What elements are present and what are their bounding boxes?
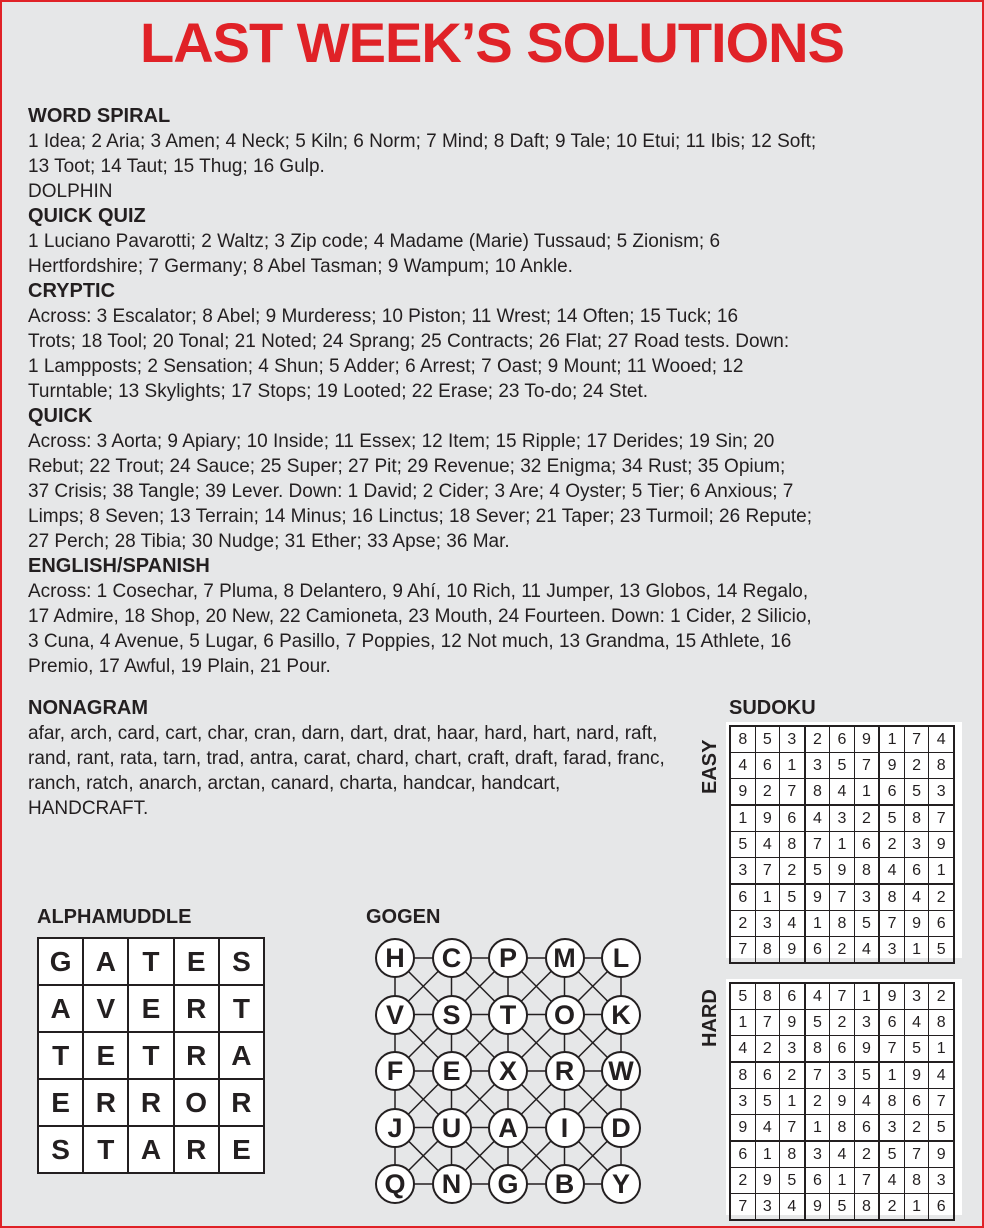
gogen-letter: I	[545, 1108, 585, 1148]
section-heading: QUICK QUIZ	[28, 205, 146, 227]
alphamuddle-cell: S	[38, 1126, 83, 1173]
sudoku-cell: 7	[830, 983, 855, 1010]
sudoku-cell: 7	[755, 1010, 780, 1036]
gogen-letter: T	[488, 995, 528, 1035]
alphamuddle-cell: T	[219, 985, 264, 1032]
sudoku-cell: 8	[830, 911, 855, 937]
sudoku-cell: 7	[755, 858, 780, 885]
sudoku-cell: 5	[805, 858, 830, 885]
sudoku-cell: 2	[830, 1010, 855, 1036]
gogen-letter: L	[601, 938, 641, 978]
sudoku-cell: 5	[879, 1141, 904, 1168]
sudoku-cell: 3	[830, 1062, 855, 1089]
gogen-letter: N	[432, 1164, 472, 1204]
sudoku-cell: 7	[904, 1141, 929, 1168]
alphamuddle-cell: S	[219, 938, 264, 985]
sudoku-cell: 6	[780, 983, 805, 1010]
sudoku-cell: 8	[730, 726, 755, 753]
sudoku-cell: 6	[854, 1115, 879, 1142]
sudoku-cell: 4	[854, 937, 879, 964]
sudoku-cell: 2	[730, 911, 755, 937]
sudoku-cell: 2	[879, 832, 904, 858]
alphamuddle-cell: E	[83, 1032, 128, 1079]
sudoku-cell: 9	[805, 1194, 830, 1221]
sudoku-cell: 4	[830, 779, 855, 806]
page-title: LAST WEEK’S SOLUTIONS	[140, 11, 844, 74]
gogen-letter: U	[432, 1108, 472, 1148]
sudoku-cell: 2	[830, 937, 855, 964]
sudoku-cell: 9	[755, 805, 780, 832]
sudoku-cell: 8	[879, 1089, 904, 1115]
sudoku-cell: 6	[879, 1010, 904, 1036]
sudoku-cell: 9	[830, 1089, 855, 1115]
sudoku-cell: 1	[805, 1115, 830, 1142]
sudoku-cell: 5	[830, 1194, 855, 1221]
sudoku-cell: 7	[929, 805, 954, 832]
gogen-grid	[370, 933, 640, 1223]
sudoku-cell: 7	[780, 1115, 805, 1142]
sudoku-cell: 5	[780, 884, 805, 911]
sudoku-cell: 1	[904, 937, 929, 964]
alphamuddle-cell: R	[174, 1032, 219, 1079]
sudoku-heading: SUDOKU	[729, 697, 816, 719]
nonagram-text: afar, arch, card, cart, char, cran, darn, dart, drat, haar, hard, hart, nard, raft, rand, rant, rata, tarn, trad, antra, carat, chard, chart, craft, draft, farad, franc, ranch, ratch, anarch, arctan, canard, charta, handcar, handcart, HANDCRAFT.	[28, 723, 665, 819]
sudoku-cell: 5	[854, 1062, 879, 1089]
sudoku-cell: 8	[929, 1010, 954, 1036]
alphamuddle-cell: E	[219, 1126, 264, 1173]
sudoku-cell: 6	[904, 858, 929, 885]
sudoku-cell: 9	[929, 832, 954, 858]
sudoku-cell: 4	[805, 805, 830, 832]
sudoku-cell: 7	[854, 753, 879, 779]
sudoku-cell: 9	[780, 1010, 805, 1036]
sudoku-cell: 2	[929, 884, 954, 911]
sudoku-cell: 1	[854, 983, 879, 1010]
sudoku-cell: 3	[929, 779, 954, 806]
sudoku-cell: 8	[929, 753, 954, 779]
alphamuddle-cell: E	[128, 985, 173, 1032]
sudoku-cell: 6	[854, 832, 879, 858]
sudoku-cell: 5	[904, 779, 929, 806]
sudoku-cell: 5	[879, 805, 904, 832]
sudoku-cell: 6	[904, 1089, 929, 1115]
sudoku-cell: 4	[854, 1089, 879, 1115]
alphamuddle-cell: A	[83, 938, 128, 985]
section-text: 1 Idea; 2 Aria; 3 Amen; 4 Neck; 5 Kiln; 6 Norm; 7 Mind; 8 Daft; 9 Tale; 10 Etui; 11 Ibis; 12 Soft; 13 Toot; 14 Taut; 15 Thug; 16 Gulp. DOLPHIN	[28, 131, 817, 202]
sudoku-cell: 4	[730, 1036, 755, 1063]
sudoku-cell: 2	[929, 983, 954, 1010]
sudoku-cell: 4	[780, 911, 805, 937]
sudoku-cell: 3	[780, 726, 805, 753]
alphamuddle-cell: T	[128, 938, 173, 985]
sudoku-cell: 5	[805, 1010, 830, 1036]
sudoku-cell: 5	[830, 753, 855, 779]
sudoku-cell: 2	[879, 1194, 904, 1221]
nonagram-heading: NONAGRAM	[28, 697, 148, 719]
alphamuddle-cell: R	[219, 1079, 264, 1126]
sudoku-hard-label: HARD	[699, 989, 721, 1047]
sudoku-cell: 1	[730, 805, 755, 832]
sudoku-cell: 1	[755, 884, 780, 911]
alphamuddle-cell: O	[174, 1079, 219, 1126]
sudoku-cell: 9	[929, 1141, 954, 1168]
alphamuddle-cell: E	[174, 938, 219, 985]
sudoku-cell: 8	[805, 1036, 830, 1063]
gogen-letter: Q	[375, 1164, 415, 1204]
sudoku-cell: 3	[730, 1089, 755, 1115]
sudoku-cell: 3	[879, 1115, 904, 1142]
sudoku-cell: 2	[854, 805, 879, 832]
alphamuddle-cell: A	[128, 1126, 173, 1173]
sudoku-cell: 8	[830, 1115, 855, 1142]
gogen-letter: F	[375, 1051, 415, 1091]
sudoku-cell: 2	[904, 753, 929, 779]
section-heading: ENGLISH/SPANISH	[28, 555, 210, 577]
gogen-letter: C	[432, 938, 472, 978]
sudoku-cell: 6	[929, 1194, 954, 1221]
sudoku-cell: 1	[755, 1141, 780, 1168]
sudoku-cell: 5	[854, 911, 879, 937]
sudoku-cell: 7	[879, 1036, 904, 1063]
sudoku-cell: 1	[805, 911, 830, 937]
sudoku-cell: 3	[755, 911, 780, 937]
sudoku-cell: 9	[904, 911, 929, 937]
sudoku-cell: 7	[780, 779, 805, 806]
sudoku-cell: 1	[854, 779, 879, 806]
sudoku-cell: 9	[755, 1168, 780, 1194]
sudoku-cell: 8	[780, 832, 805, 858]
sudoku-cell: 9	[854, 1036, 879, 1063]
alphamuddle-cell: V	[83, 985, 128, 1032]
sudoku-cell: 3	[755, 1194, 780, 1221]
gogen-letter: S	[432, 995, 472, 1035]
gogen-heading: GOGEN	[366, 906, 441, 928]
gogen-letter: J	[375, 1108, 415, 1148]
sudoku-cell: 9	[879, 983, 904, 1010]
sudoku-cell: 2	[805, 1089, 830, 1115]
sudoku-cell: 9	[879, 753, 904, 779]
sudoku-cell: 1	[830, 832, 855, 858]
sudoku-cell: 3	[929, 1168, 954, 1194]
section-heading: QUICK	[28, 405, 93, 427]
sudoku-cell: 6	[805, 937, 830, 964]
sudoku-cell: 1	[730, 1010, 755, 1036]
sudoku-cell: 3	[904, 832, 929, 858]
sudoku-cell: 2	[854, 1141, 879, 1168]
sudoku-cell: 7	[730, 937, 755, 964]
sudoku-cell: 3	[879, 937, 904, 964]
section-text: 1 Luciano Pavarotti; 2 Waltz; 3 Zip code; 4 Madame (Marie) Tussaud; 5 Zionism; 6 Hertfordshire; 7 Germany; 8 Abel Tasman; 9 Wampum; 10 Ankle.	[28, 231, 721, 277]
gogen-letter: R	[545, 1051, 585, 1091]
solution-sections	[28, 104, 963, 679]
sudoku-cell: 1	[879, 1062, 904, 1089]
alphamuddle-cell: R	[174, 985, 219, 1032]
sudoku-cell: 4	[805, 983, 830, 1010]
sudoku-cell: 6	[805, 1168, 830, 1194]
gogen-letter: P	[488, 938, 528, 978]
gogen-letter: D	[601, 1108, 641, 1148]
sudoku-cell: 3	[780, 1036, 805, 1063]
gogen-letter: G	[488, 1164, 528, 1204]
alphamuddle-heading: ALPHAMUDDLE	[37, 906, 192, 928]
alphamuddle-cell: R	[128, 1079, 173, 1126]
sudoku-cell: 1	[830, 1168, 855, 1194]
sudoku-cell: 8	[879, 884, 904, 911]
sudoku-cell: 2	[755, 1036, 780, 1063]
sudoku-cell: 3	[805, 1141, 830, 1168]
sudoku-cell: 8	[904, 1168, 929, 1194]
sudoku-cell: 1	[780, 753, 805, 779]
alphamuddle-cell: E	[38, 1079, 83, 1126]
sudoku-cell: 2	[730, 1168, 755, 1194]
sudoku-cell: 7	[830, 884, 855, 911]
sudoku-cell: 5	[929, 937, 954, 964]
sudoku-cell: 6	[755, 753, 780, 779]
gogen-letter: O	[545, 995, 585, 1035]
sudoku-cell: 2	[755, 779, 780, 806]
sudoku-cell: 3	[830, 805, 855, 832]
sudoku-cell: 4	[730, 753, 755, 779]
sudoku-cell: 5	[904, 1036, 929, 1063]
section-heading: WORD SPIRAL	[28, 105, 171, 127]
sudoku-cell: 5	[780, 1168, 805, 1194]
sudoku-easy-grid	[726, 722, 962, 958]
sudoku-cell: 1	[929, 858, 954, 885]
sudoku-cell: 2	[805, 726, 830, 753]
sudoku-cell: 8	[755, 937, 780, 964]
sudoku-cell: 2	[904, 1115, 929, 1142]
sudoku-cell: 4	[830, 1141, 855, 1168]
gogen-letter: X	[488, 1051, 528, 1091]
sudoku-cell: 4	[929, 1062, 954, 1089]
sudoku-hard-grid	[726, 979, 962, 1215]
sudoku-cell: 5	[755, 1089, 780, 1115]
sudoku-cell: 2	[780, 858, 805, 885]
alphamuddle-cell: A	[219, 1032, 264, 1079]
gogen-letter: E	[432, 1051, 472, 1091]
sudoku-cell: 7	[904, 726, 929, 753]
sudoku-cell: 3	[805, 753, 830, 779]
alphamuddle-cell: R	[174, 1126, 219, 1173]
sudoku-cell: 4	[879, 1168, 904, 1194]
sudoku-cell: 9	[805, 884, 830, 911]
gogen-letter: M	[545, 938, 585, 978]
alphamuddle-grid	[37, 937, 265, 1174]
sudoku-cell: 6	[929, 911, 954, 937]
sudoku-cell: 3	[854, 884, 879, 911]
sudoku-cell: 3	[854, 1010, 879, 1036]
alphamuddle-cell: T	[128, 1032, 173, 1079]
sudoku-cell: 7	[730, 1194, 755, 1221]
sudoku-cell: 4	[904, 884, 929, 911]
sudoku-cell: 7	[805, 1062, 830, 1089]
sudoku-cell: 2	[780, 1062, 805, 1089]
sudoku-cell: 9	[904, 1062, 929, 1089]
sudoku-cell: 6	[730, 1141, 755, 1168]
sudoku-cell: 1	[780, 1089, 805, 1115]
sudoku-cell: 3	[730, 858, 755, 885]
sudoku-cell: 9	[830, 858, 855, 885]
sudoku-cell: 8	[854, 1194, 879, 1221]
sudoku-cell: 7	[805, 832, 830, 858]
section-text: Across: 3 Aorta; 9 Apiary; 10 Inside; 11 Essex; 12 Item; 15 Ripple; 17 Derides; 19 Sin; 20 Rebut; 22 Trout; 24 Sauce; 25 Super; 27 Pit; 29 Revenue; 32 Enigma; 34 Rust; 35 Opium; 37 Crisis; 38 Tangle; 39 Lever. Down: 1 David; 2 Cider; 3 Are; 4 Oyster; 5 Tier; 6 Anxious; 7 Limps; 8 Seven; 13 Terrain; 14 Minus; 16 Linctus; 18 Sever; 21 Taper; 23 Turmoil; 26 Repute; 27 Perch; 28 Tibia; 30 Nudge; 31 Ether; 33 Apse; 36 Mar.	[28, 431, 813, 552]
sudoku-cell: 6	[879, 779, 904, 806]
sudoku-cell: 5	[929, 1115, 954, 1142]
sudoku-cell: 5	[730, 832, 755, 858]
sudoku-cell: 5	[755, 726, 780, 753]
sudoku-cell: 9	[854, 726, 879, 753]
sudoku-cell: 8	[904, 805, 929, 832]
alphamuddle-cell: T	[38, 1032, 83, 1079]
sudoku-cell: 7	[879, 911, 904, 937]
section-text: Across: 3 Escalator; 8 Abel; 9 Murderess; 10 Piston; 11 Wrest; 14 Often; 15 Tuck; 16 Trots; 18 Tool; 20 Tonal; 21 Noted; 24 Sprang; 25 Contracts; 26 Flat; 27 Road tests. Down: 1 Lampposts; 2 Sensation; 4 Shun; 5 Adder; 6 Arrest; 7 Oast; 9 Mount; 11 Wooed; 12 Turntable; 13 Skylights; 17 Stops; 19 Looted; 22 Erase; 23 To-do; 24 Stet.	[28, 306, 790, 402]
sudoku-cell: 4	[904, 1010, 929, 1036]
sudoku-easy-label: EASY	[699, 739, 721, 794]
sudoku-cell: 4	[755, 832, 780, 858]
section-heading: CRYPTIC	[28, 280, 116, 302]
sudoku-cell: 4	[929, 726, 954, 753]
gogen-letter: Y	[601, 1164, 641, 1204]
sudoku-cell: 8	[755, 983, 780, 1010]
sudoku-cell: 4	[879, 858, 904, 885]
sudoku-cell: 5	[730, 983, 755, 1010]
sudoku-cell: 1	[904, 1194, 929, 1221]
alphamuddle-cell: G	[38, 938, 83, 985]
sudoku-cell: 4	[755, 1115, 780, 1142]
sudoku-cell: 6	[780, 805, 805, 832]
sudoku-cell: 9	[780, 937, 805, 964]
sudoku-cell: 6	[755, 1062, 780, 1089]
gogen-letter: H	[375, 938, 415, 978]
sudoku-cell: 1	[879, 726, 904, 753]
gogen-letter: B	[545, 1164, 585, 1204]
sudoku-cell: 6	[830, 1036, 855, 1063]
section-text: Across: 1 Cosechar, 7 Pluma, 8 Delantero, 9 Ahí, 10 Rich, 11 Jumper, 13 Globos, 14 Regalo, 17 Admire, 18 Shop, 20 New, 22 Camioneta, 23 Mouth, 24 Fourteen. Down: 1 Cider, 2 Silicio, 3 Cuna, 4 Avenue, 5 Lugar, 6 Pasillo, 7 Poppies, 12 Not much, 13 Grandma, 15 Athlete, 16 Premio, 17 Awful, 19 Plain, 21 Pour.	[28, 581, 812, 677]
sudoku-cell: 4	[780, 1194, 805, 1221]
sudoku-cell: 6	[830, 726, 855, 753]
alphamuddle-cell: A	[38, 985, 83, 1032]
sudoku-cell: 8	[730, 1062, 755, 1089]
sudoku-cell: 3	[904, 983, 929, 1010]
sudoku-cell: 6	[730, 884, 755, 911]
alphamuddle-cell: R	[83, 1079, 128, 1126]
sudoku-cell: 1	[929, 1036, 954, 1063]
sudoku-cell: 9	[730, 1115, 755, 1142]
sudoku-cell: 8	[780, 1141, 805, 1168]
gogen-letter: V	[375, 995, 415, 1035]
gogen-letter: K	[601, 995, 641, 1035]
gogen-letter: W	[601, 1051, 641, 1091]
gogen-letter: A	[488, 1108, 528, 1148]
sudoku-cell: 8	[854, 858, 879, 885]
sudoku-cell: 9	[730, 779, 755, 806]
sudoku-cell: 7	[854, 1168, 879, 1194]
sudoku-cell: 8	[805, 779, 830, 806]
sudoku-cell: 7	[929, 1089, 954, 1115]
alphamuddle-cell: T	[83, 1126, 128, 1173]
